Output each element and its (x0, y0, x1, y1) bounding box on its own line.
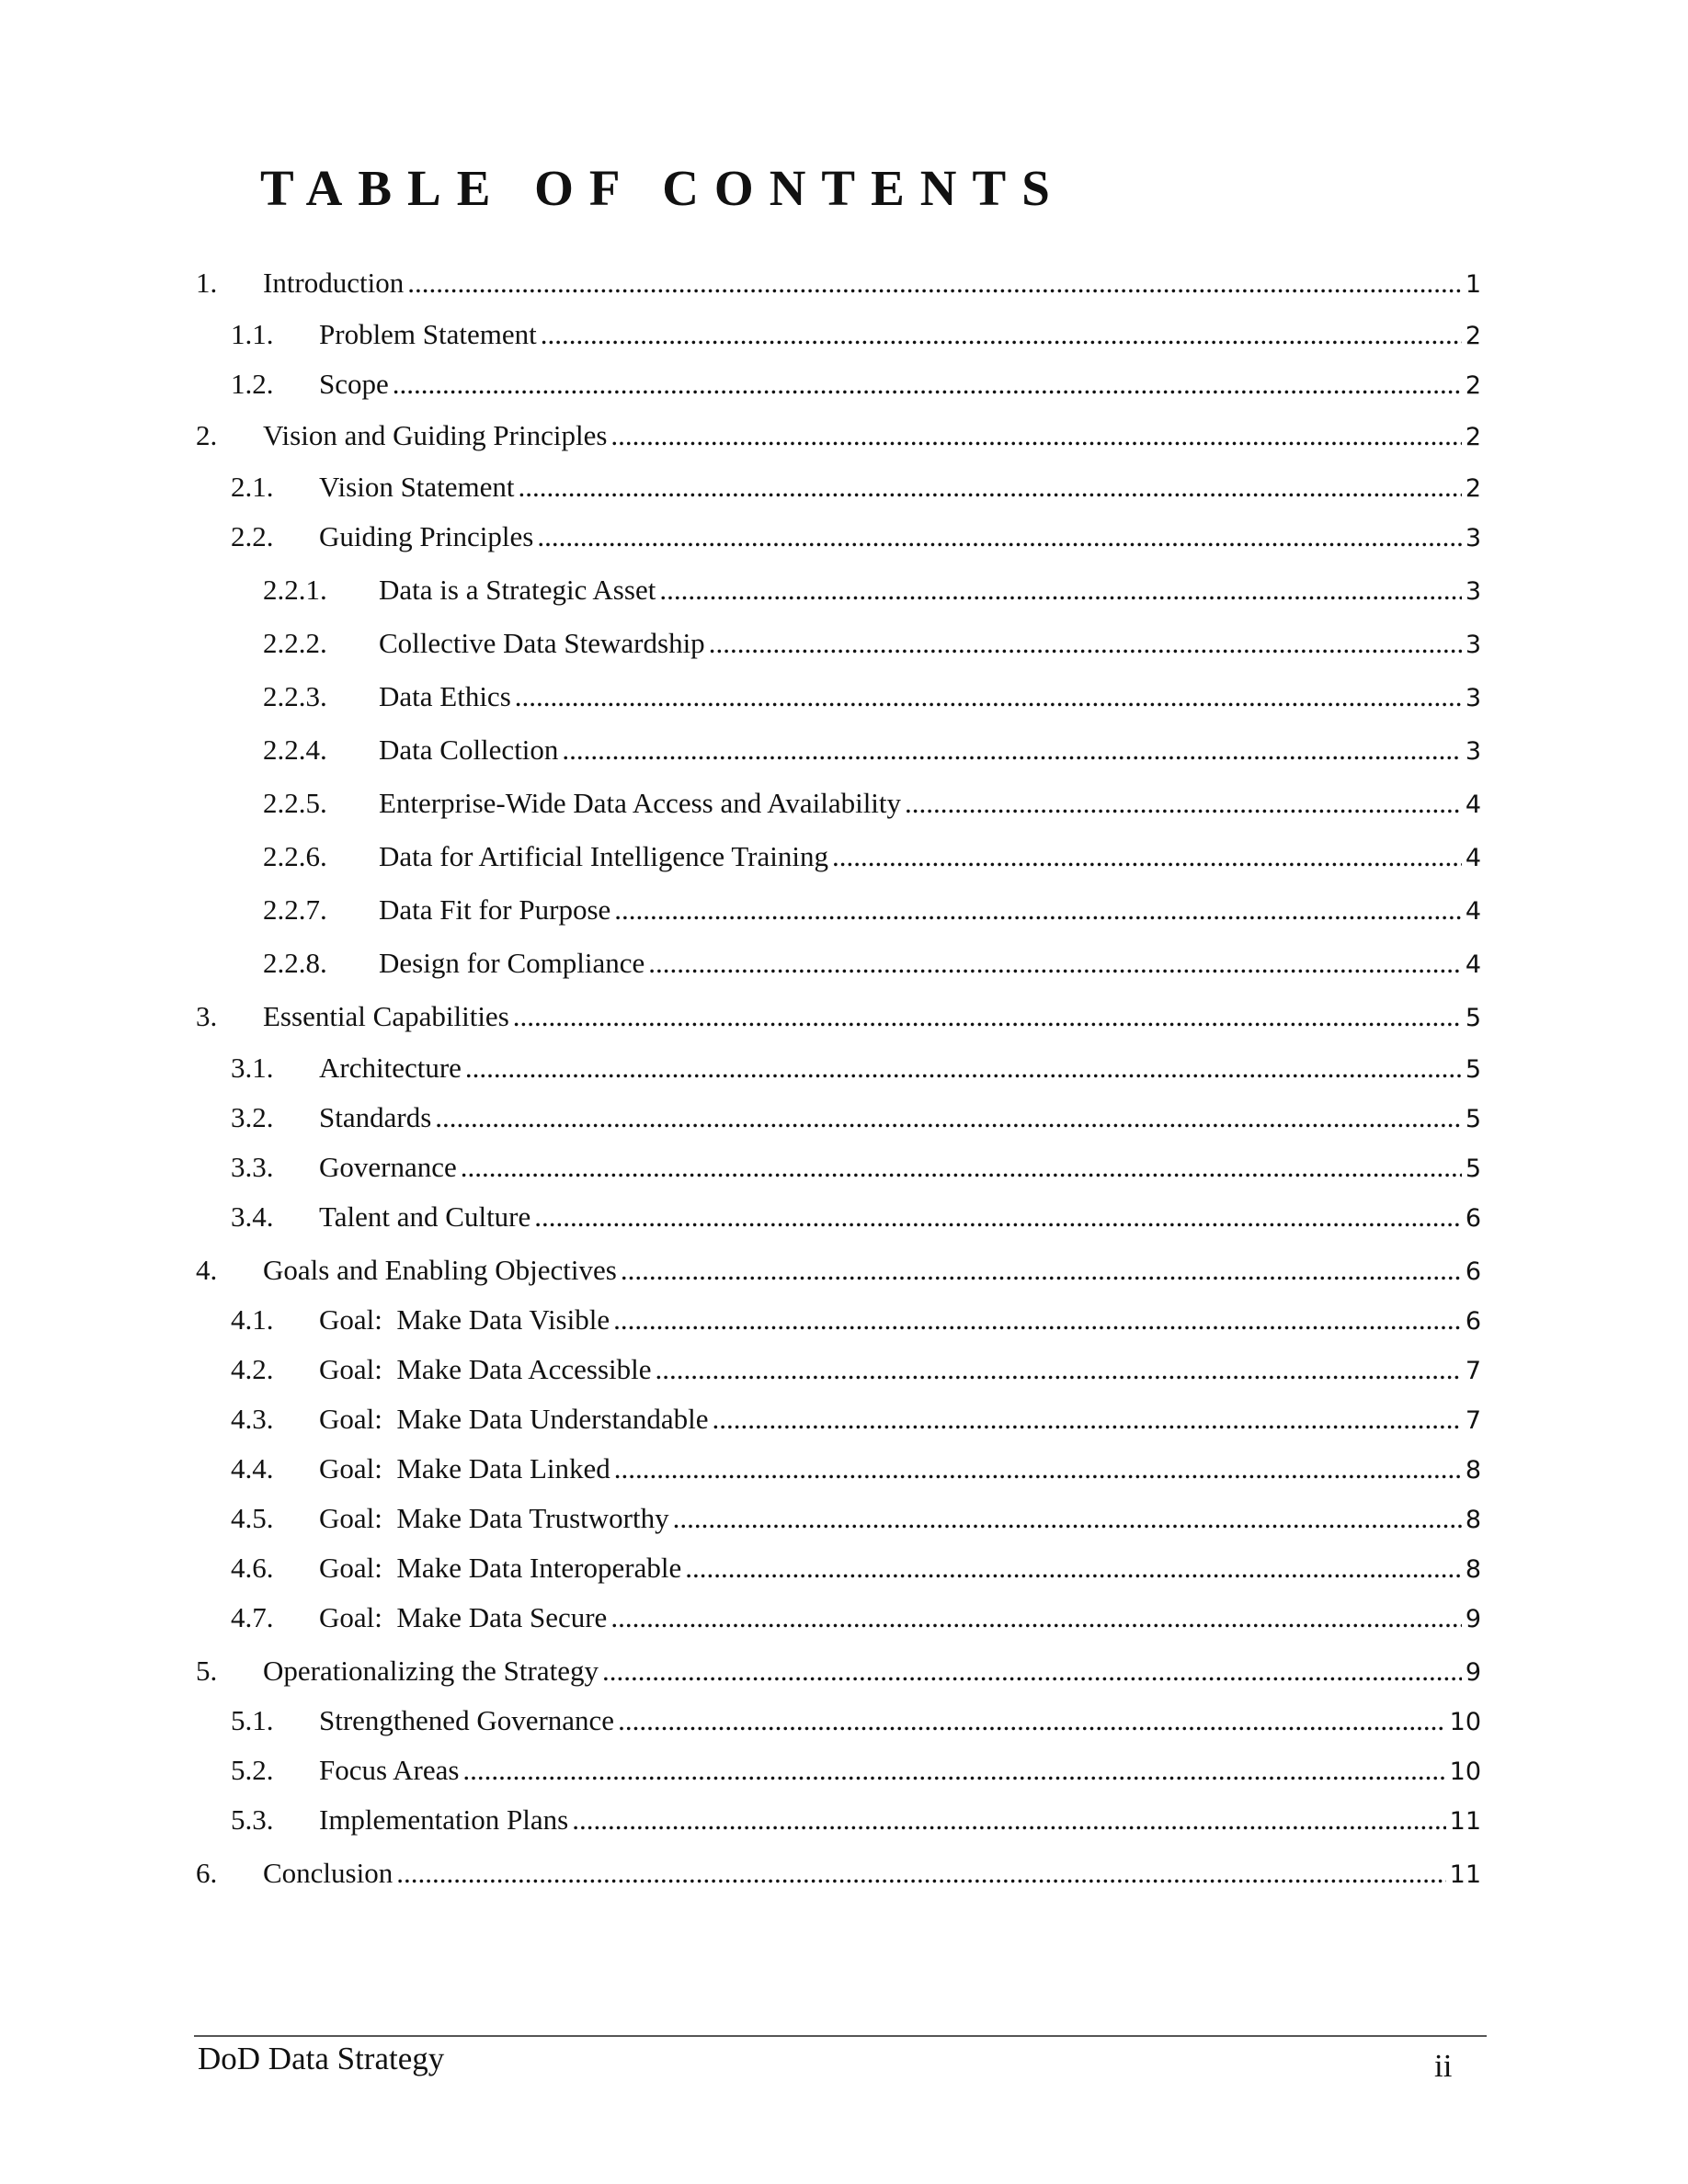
toc-entry-page: 2 (1465, 474, 1481, 503)
toc-entry-page: 4 (1465, 844, 1481, 872)
toc-entry-number: 3. (196, 1000, 218, 1032)
toc-entry[interactable] (231, 366, 1481, 403)
toc-entry-number: 2.2.1. (263, 574, 327, 606)
toc-entry-page: 6 (1465, 1307, 1481, 1336)
toc-dot-leader (541, 316, 1462, 353)
toc-dot-leader (610, 1599, 1461, 1636)
toc-entry-title: Goal: Make Data Understandable (319, 1403, 709, 1435)
toc-entry[interactable] (196, 1855, 1481, 1892)
toc-dot-leader (610, 417, 1461, 454)
toc-entry-number: 5.2. (231, 1754, 274, 1786)
toc-entry-page: 7 (1465, 1406, 1481, 1435)
toc-entry-title: Strengthened Governance (319, 1704, 615, 1736)
toc-entry-number: 3.1. (231, 1052, 274, 1084)
toc-entry-title: Guiding Principles (319, 520, 534, 552)
toc-entry-title: Talent and Culture (319, 1200, 531, 1233)
toc-entry[interactable] (196, 998, 1481, 1035)
toc-entry-number: 4.2. (231, 1353, 274, 1385)
toc-dot-leader (832, 838, 1462, 875)
toc-entry-page: 10 (1449, 1708, 1481, 1736)
toc-entry[interactable] (231, 1500, 1481, 1537)
toc-entry[interactable] (196, 417, 1481, 454)
toc-entry-title: Conclusion (263, 1857, 393, 1889)
toc-entry-number: 2.1. (231, 471, 274, 503)
toc-entry[interactable] (231, 1450, 1481, 1487)
toc-entry-title: Data is a Strategic Asset (379, 574, 656, 606)
toc-dot-leader (537, 518, 1461, 555)
toc-entry-page: 5 (1465, 1155, 1481, 1183)
toc-entry-page: 7 (1465, 1357, 1481, 1385)
toc-entry[interactable] (231, 518, 1481, 555)
toc-entry[interactable] (231, 1599, 1481, 1636)
toc-entry-page: 4 (1465, 791, 1481, 819)
toc-entry[interactable] (231, 1199, 1481, 1235)
toc-entry-page: 6 (1465, 1257, 1481, 1286)
toc-entry-title: Goals and Enabling Objectives (263, 1254, 617, 1286)
toc-dot-leader (614, 892, 1462, 928)
toc-entry-page: 9 (1465, 1658, 1481, 1687)
toc-dot-leader (534, 1199, 1462, 1235)
toc-dot-leader (396, 1855, 1445, 1892)
toc-entry-title: Goal: Make Data Interoperable (319, 1552, 682, 1584)
toc-entry-number: 3.2. (231, 1101, 274, 1133)
toc-entry-page: 11 (1449, 1860, 1481, 1889)
toc-dot-leader (618, 1702, 1446, 1739)
toc-dot-leader (614, 1450, 1462, 1487)
toc-entry-page: 5 (1465, 1004, 1481, 1032)
toc-dot-leader (709, 625, 1462, 662)
toc-entry-number: 2.2.8. (263, 947, 327, 979)
toc-entry-page: 3 (1465, 524, 1481, 552)
toc-dot-leader (713, 1401, 1462, 1438)
toc-dot-leader (621, 1252, 1462, 1289)
toc-entry-title: Architecture (319, 1052, 462, 1084)
toc-entry[interactable] (263, 785, 1481, 822)
toc-entry-number: 2.2.6. (263, 840, 327, 872)
toc-entry[interactable] (263, 945, 1481, 982)
toc-entry-title: Standards (319, 1101, 432, 1133)
page-title: TABLE OF CONTENTS (260, 160, 1066, 216)
toc-entry[interactable] (231, 1752, 1481, 1789)
toc-entry-title: Problem Statement (319, 318, 537, 350)
toc-entry-number: 2.2.3. (263, 680, 327, 712)
toc-entry-page: 10 (1449, 1757, 1481, 1786)
toc-entry-number: 5.1. (231, 1704, 274, 1736)
toc-dot-leader (648, 945, 1462, 982)
toc-entry-page: 1 (1465, 270, 1481, 299)
toc-dot-leader (602, 1653, 1462, 1689)
toc-dot-leader (905, 785, 1462, 822)
toc-entry[interactable] (263, 678, 1481, 715)
toc-entry[interactable] (263, 838, 1481, 875)
toc-entry[interactable] (231, 1802, 1481, 1838)
toc-entry-title: Governance (319, 1151, 457, 1183)
toc-entry[interactable] (263, 732, 1481, 768)
toc-entry-title: Data for Artificial Intelligence Training (379, 840, 828, 872)
toc-entry-page: 3 (1465, 737, 1481, 766)
toc-entry-page: 8 (1465, 1506, 1481, 1534)
toc-entry-number: 4.6. (231, 1552, 274, 1584)
toc-entry-title: Vision and Guiding Principles (263, 419, 608, 451)
footer-divider (194, 2035, 1487, 2037)
toc-entry-number: 4.1. (231, 1303, 274, 1336)
toc-dot-leader (519, 469, 1462, 506)
toc-entry-number: 2.2.4. (263, 734, 327, 766)
toc-entry-title: Enterprise-Wide Data Access and Availability (379, 787, 902, 819)
toc-dot-leader (407, 265, 1462, 301)
toc-entry-number: 1.1. (231, 318, 274, 350)
toc-entry-number: 1.2. (231, 368, 274, 400)
toc-entry-page: 9 (1465, 1605, 1481, 1633)
toc-entry-page: 5 (1465, 1105, 1481, 1133)
toc-entry-title: Vision Statement (319, 471, 515, 503)
toc-entry[interactable] (263, 572, 1481, 609)
toc-entry-title: Data Fit for Purpose (379, 893, 611, 926)
toc-entry-title: Goal: Make Data Trustworthy (319, 1502, 669, 1534)
toc-entry-page: 8 (1465, 1555, 1481, 1584)
toc-entry[interactable] (231, 1050, 1481, 1086)
toc-entry[interactable] (263, 892, 1481, 928)
toc-entry-number: 3.3. (231, 1151, 274, 1183)
toc-entry-page: 3 (1465, 577, 1481, 606)
toc-dot-leader (562, 732, 1461, 768)
toc-dot-leader (462, 1752, 1445, 1789)
toc-entry[interactable] (231, 1099, 1481, 1136)
toc-entry[interactable] (196, 265, 1481, 301)
toc-entry-number: 2.2.7. (263, 893, 327, 926)
toc-entry[interactable] (196, 1252, 1481, 1289)
toc-dot-leader (435, 1099, 1462, 1136)
footer-page-number: ii (1434, 2048, 1453, 2084)
toc-entry-title: Operationalizing the Strategy (263, 1655, 599, 1687)
toc-dot-leader (659, 572, 1462, 609)
toc-entry-title: Implementation Plans (319, 1803, 569, 1836)
toc-dot-leader (656, 1351, 1462, 1388)
toc-entry-page: 6 (1465, 1204, 1481, 1233)
toc-entry-number: 2. (196, 419, 218, 451)
toc-entry-title: Goal: Make Data Linked (319, 1452, 610, 1484)
toc-entry-title: Goal: Make Data Visible (319, 1303, 610, 1336)
toc-dot-leader (572, 1802, 1445, 1838)
toc-entry-page: 2 (1465, 423, 1481, 451)
toc-dot-leader (685, 1550, 1462, 1587)
toc-entry-title: Essential Capabilities (263, 1000, 509, 1032)
toc-entry[interactable] (231, 1149, 1481, 1186)
toc-entry[interactable] (231, 1302, 1481, 1338)
toc-entry-page: 4 (1465, 897, 1481, 926)
toc-entry-number: 4.5. (231, 1502, 274, 1534)
toc-entry[interactable] (231, 1702, 1481, 1739)
toc-entry-number: 6. (196, 1857, 218, 1889)
toc-entry-number: 4. (196, 1254, 218, 1286)
toc-entry-number: 4.3. (231, 1403, 274, 1435)
toc-entry-page: 4 (1465, 950, 1481, 979)
toc-entry-page: 2 (1465, 371, 1481, 400)
toc-entry-title: Data Ethics (379, 680, 511, 712)
toc-entry-title: Collective Data Stewardship (379, 627, 705, 659)
toc-entry-title: Goal: Make Data Secure (319, 1601, 608, 1633)
toc-entry-number: 1. (196, 267, 218, 299)
toc-entry-title: Introduction (263, 267, 405, 299)
toc-entry-title: Goal: Make Data Accessible (319, 1353, 652, 1385)
toc-entry[interactable] (231, 1401, 1481, 1438)
toc-entry-page: 3 (1465, 684, 1481, 712)
toc-entry-title: Data Collection (379, 734, 559, 766)
toc-entry-page: 5 (1465, 1055, 1481, 1084)
toc-dot-leader (515, 678, 1462, 715)
toc-entry[interactable] (231, 1351, 1481, 1388)
toc-entry-page: 3 (1465, 631, 1481, 659)
toc-entry-number: 3.4. (231, 1200, 274, 1233)
toc-entry-page: 2 (1465, 322, 1481, 350)
toc-entry-title: Design for Compliance (379, 947, 645, 979)
toc-entry-title: Scope (319, 368, 389, 400)
toc-entry-number: 5.3. (231, 1803, 274, 1836)
toc-entry[interactable] (231, 316, 1481, 353)
toc-dot-leader (393, 366, 1462, 403)
toc-entry[interactable] (263, 625, 1481, 662)
toc-entry-title: Focus Areas (319, 1754, 460, 1786)
toc-entry[interactable] (231, 1550, 1481, 1587)
toc-entry-number: 4.4. (231, 1452, 274, 1484)
toc-entry-number: 2.2.2. (263, 627, 327, 659)
toc-entry-number: 2.2.5. (263, 787, 327, 819)
toc-entry[interactable] (196, 1653, 1481, 1689)
toc-dot-leader (673, 1500, 1462, 1537)
footer-document-title: DoD Data Strategy (198, 2041, 445, 2076)
toc-entry-number: 2.2. (231, 520, 274, 552)
toc-entry-page: 8 (1465, 1456, 1481, 1484)
toc-entry[interactable] (231, 469, 1481, 506)
toc-entry-number: 4.7. (231, 1601, 274, 1633)
toc-dot-leader (461, 1149, 1462, 1186)
toc-dot-leader (465, 1050, 1462, 1086)
toc-dot-leader (613, 1302, 1462, 1338)
toc-dot-leader (513, 998, 1462, 1035)
toc-entry-page: 11 (1449, 1807, 1481, 1836)
toc-entry-number: 5. (196, 1655, 218, 1687)
